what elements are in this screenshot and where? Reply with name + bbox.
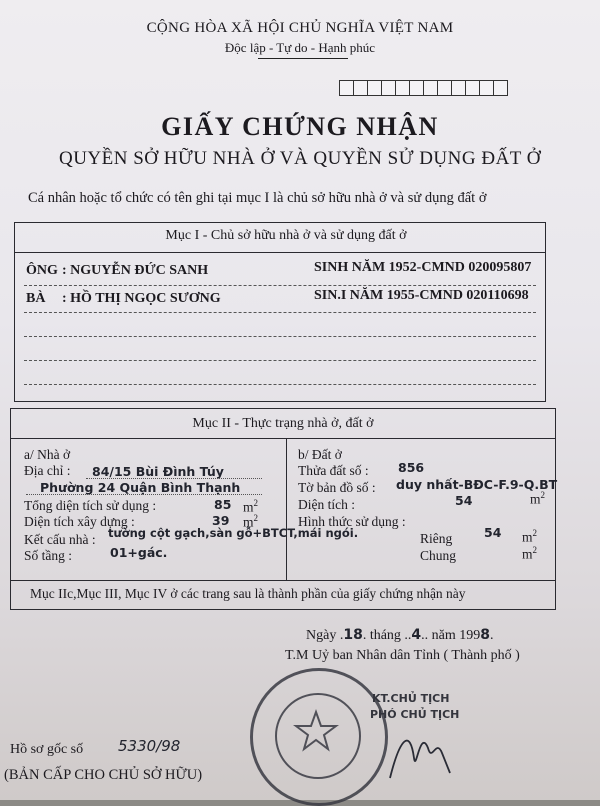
- structure-value: tường cột gạch,sàn gỗ+BTCT,mái ngói.: [108, 526, 359, 540]
- date-year-digit: 8: [480, 627, 491, 643]
- signature-subtitle: PHÓ CHỦ TỊCH: [370, 708, 460, 721]
- unit-m: m: [243, 499, 254, 515]
- blank-line: [24, 384, 536, 385]
- private-label: Riêng: [420, 531, 453, 546]
- signature-title: KT.CHỦ TỊCH: [372, 692, 450, 705]
- unit-sup: 2: [253, 513, 259, 523]
- date-day: 18: [343, 627, 363, 643]
- total-area-label: Tổng diện tích sử dụng :: [24, 498, 157, 513]
- usage-label: Hình thức sử dụng :: [298, 514, 406, 529]
- owner1-prefix: ÔNG: [26, 263, 58, 278]
- floors-value: 01+gác.: [110, 545, 168, 560]
- seal-star-icon: [250, 668, 382, 800]
- year-label: năm 199: [431, 628, 481, 643]
- dotted-line: [86, 478, 262, 479]
- owner2-birth: SIN.I NĂM 1955-CMND 020110698: [314, 288, 529, 303]
- parcel-label: Thửa đất số :: [298, 463, 369, 478]
- footer-note: Mục IIc,Mục III, Mục IV ở các trang sau là thành phần của giấy chứng nhận này: [30, 586, 466, 601]
- structure-label: Kết cấu nhà :: [24, 532, 96, 547]
- address-line2: Phường 24 Quận Bình Thạnh: [40, 480, 241, 495]
- map-label: Tờ bản đồ số :: [298, 480, 376, 495]
- section2-footer-divider: [10, 580, 556, 581]
- nation-header: CỘNG HÒA XÃ HỘI CHỦ NGHĨA VIỆT NAM: [146, 20, 454, 36]
- document-subtitle: QUYỀN SỞ HỮU NHÀ Ở VÀ QUYỀN SỬ DỤNG ĐẤT Ở: [58, 148, 542, 169]
- map-value: duy nhất-BĐC-F.9-Q.BT: [396, 477, 558, 492]
- unit-sup: 2: [532, 545, 538, 555]
- date-month: 4: [411, 627, 422, 643]
- unit-sup: 2: [532, 528, 538, 538]
- blank-line: [24, 312, 536, 313]
- serial-number-boxes: [340, 80, 508, 96]
- private-unit: [522, 528, 537, 546]
- house-heading: a/ Nhà ở: [24, 447, 71, 462]
- dotted-line: [26, 494, 262, 495]
- land-heading: b/ Đất ở: [298, 447, 342, 462]
- motto: Độc lập - Tự do - Hạnh phúc: [224, 40, 376, 55]
- handwritten-signature: [380, 718, 460, 788]
- land-area-unit: [530, 490, 545, 508]
- total-area-value: 85: [214, 497, 232, 512]
- owner2-prefix: BÀ: [26, 291, 46, 306]
- month-label: tháng: [369, 628, 401, 643]
- unit-sup: 2: [253, 498, 259, 508]
- built-area-value: 39: [212, 513, 230, 528]
- land-area-label: Diện tích :: [298, 497, 355, 512]
- copy-note: (BẢN CẤP CHO CHỦ SỞ HỮU): [4, 767, 203, 783]
- land-area-value: 54: [455, 493, 473, 508]
- blank-line: [24, 336, 536, 337]
- authority: T.M Uỷ ban Nhân dân Tỉnh ( Thành phố ): [285, 648, 520, 663]
- official-seal: [250, 668, 388, 806]
- built-area-label: Diện tích xây dựng :: [24, 514, 135, 529]
- date-line: Ngày .18. tháng ..4.. năm 1998.: [306, 627, 494, 643]
- address-label: Địa chỉ :: [24, 463, 71, 478]
- file-number: 5330/98: [118, 737, 181, 755]
- motto-underline: [258, 58, 348, 59]
- owner1-birth: SINH NĂM 1952-CMND 020095807: [314, 260, 532, 275]
- unit-m: m: [530, 491, 541, 507]
- floors-label: Số tầng :: [24, 548, 73, 563]
- blank-line: [24, 285, 536, 286]
- unit-m: m: [522, 529, 533, 545]
- address-line1: 84/15 Bùi Đình Túy: [92, 464, 224, 479]
- section2-column-divider: [286, 438, 287, 580]
- section2-title: Mục II - Thực trạng nhà ở, đất ở: [192, 416, 374, 431]
- private-value: 54: [484, 525, 502, 540]
- intro-text: Cá nhân hoặc tổ chức có tên ghi tại mục I là chủ sở hữu nhà ở và sử dụng đất ở: [28, 190, 487, 206]
- parcel-value: 856: [398, 460, 425, 475]
- owner2-name: : HỒ THỊ NGỌC SƯƠNG: [62, 291, 221, 306]
- owner1-name: : NGUYỄN ĐỨC SANH: [62, 263, 209, 278]
- section1-title: Mục I - Chủ sở hữu nhà ở và sử dụng đất ở: [165, 228, 407, 243]
- section2-divider: [10, 438, 556, 439]
- unit-sup: 2: [540, 490, 546, 500]
- unit-m: m: [243, 514, 254, 530]
- shared-label: Chung: [420, 548, 457, 563]
- document-title: GIẤY CHỨNG NHẬN: [161, 112, 439, 141]
- date-prefix: Ngày: [306, 628, 337, 643]
- section1-divider: [14, 252, 546, 253]
- blank-line: [24, 360, 536, 361]
- shared-unit: [522, 545, 537, 563]
- file-label: Hồ sơ gốc số: [10, 742, 84, 757]
- unit-m: m: [522, 546, 533, 562]
